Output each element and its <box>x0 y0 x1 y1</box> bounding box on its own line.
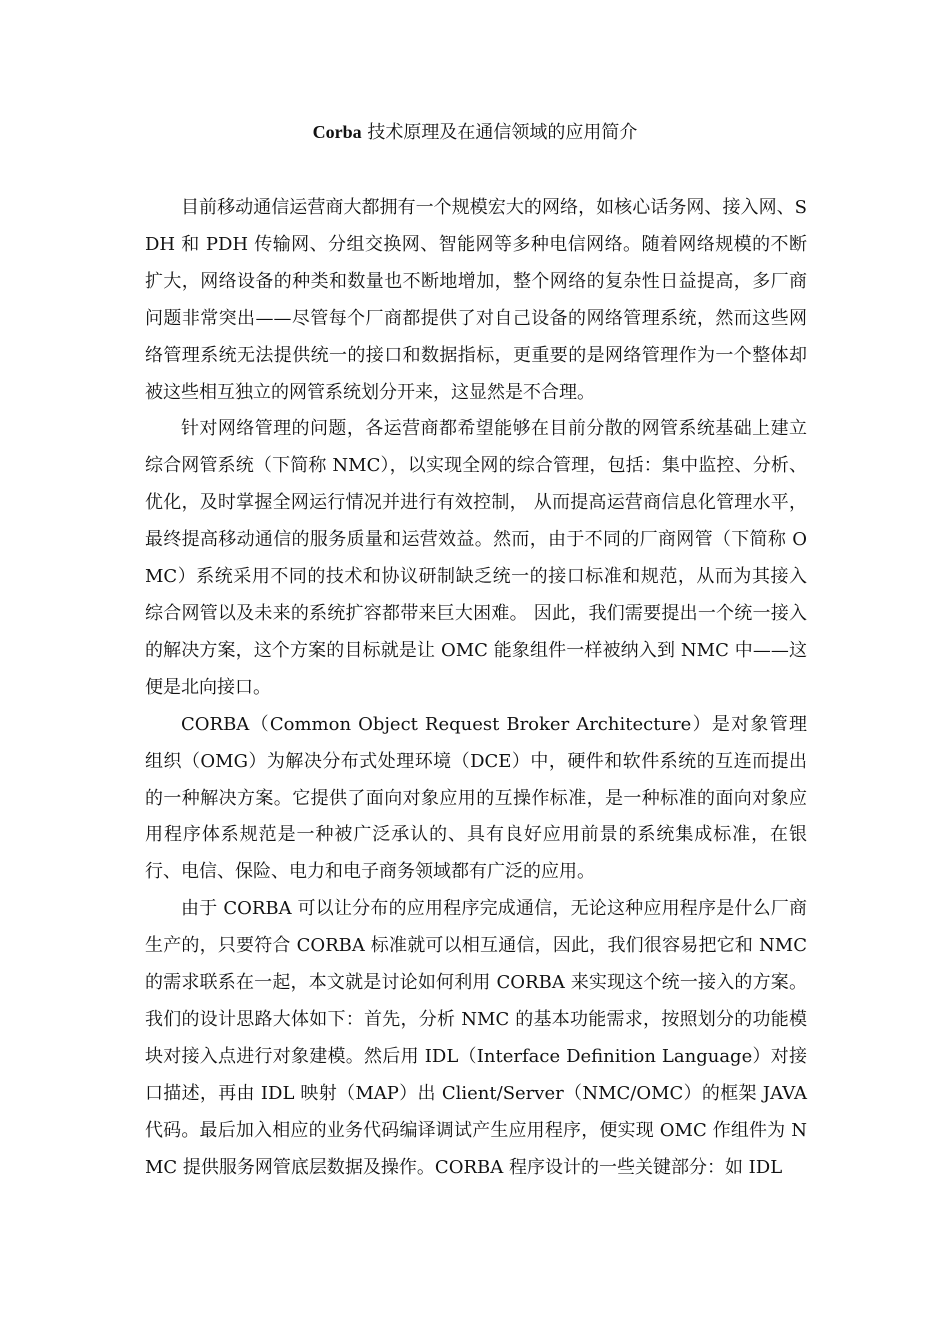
paragraph-4: 由于 CORBA 可以让分布的应用程序完成通信，无论这种应用程序是什么厂商生产的，只要符合 CORBA 标准就可以相互通信，因此，我们很容易把它和 NMC 的需求联系在一起，本文就是讨论如何利用 CORBA 来实现这个统一接入的方案。我们的设计思路大体如下：首先，分析 NMC 的基本功能需求，按照划分的功能模块对接入点进行对象建模。然后用 IDL（Interface Definition Language）对接口描述，再由 IDL 映射（MAP）出 Client/Server（NMC/OMC）的框架 JAVA 代码。最后加入相应的业务代码编译调试产生应用程序，便实现 OMC 作组件为 NMC 提供服务网管底层数据及操作。CORBA 程序设计的一些关键部分：如 IDL <box>145 898 807 1178</box>
title-latin-part: Corba <box>312 122 362 142</box>
title-chinese-part: 技术原理及在通信领域的应用简介 <box>361 122 638 143</box>
paragraph-1: 目前移动通信运营商大都拥有一个规模宏大的网络，如核心话务网、接入网、SDH 和 PDH 传输网、分组交换网、智能网等多种电信网络。随着网络规模的不断扩大，网络设备的种类和数量也不断地增加，整个网络的复杂性日益提高，多厂商问题非常突出——尽管每个厂商都提供了对自己设备的网络管理系统，然而这些网络管理系统无法提供统一的接口和数据指标，更重要的是网络管理作为一个整体却被这些相互独立的网管系统划分开来，这显然是不合理。 <box>145 197 807 403</box>
document-title <box>145 118 805 147</box>
paragraph-3: CORBA（Common Object Request Broker Architecture）是对象管理组织（OMG）为解决分布式处理环境（DCE）中，硬件和软件系统的互连而提出的一种解决方案。它提供了面向对象应用的互操作标准，是一种标准的面向对象应用程序体系规范是一种被广泛承认的、具有良好应用前景的系统集成标准，在银行、电信、保险、电力和电子商务领域都有广泛的应用。 <box>145 713 807 883</box>
paragraph-2: 针对网络管理的问题，各运营商都希望能够在目前分散的网管系统基础上建立综合网管系统（下简称 NMC），以实现全网的综合管理，包括：集中监控、分析、优化，及时掌握全网运行情况并进行有效控制， 从而提高运营商信息化管理水平，最终提高移动通信的服务质量和运营效益。然而，由于不同的厂商网管（下简称 OMC）系统采用不同的技术和协议研制缺乏统一的接口标准和规范，从而为其接入综合网管以及未来的系统扩容都带来巨大困难。 因此，我们需要提出一个统一接入的解决方案，这个方案的目标就是让 OMC 能象组件一样被纳入到 NMC 中——这便是北向接口。 <box>145 418 807 698</box>
document-body <box>145 190 807 1186</box>
